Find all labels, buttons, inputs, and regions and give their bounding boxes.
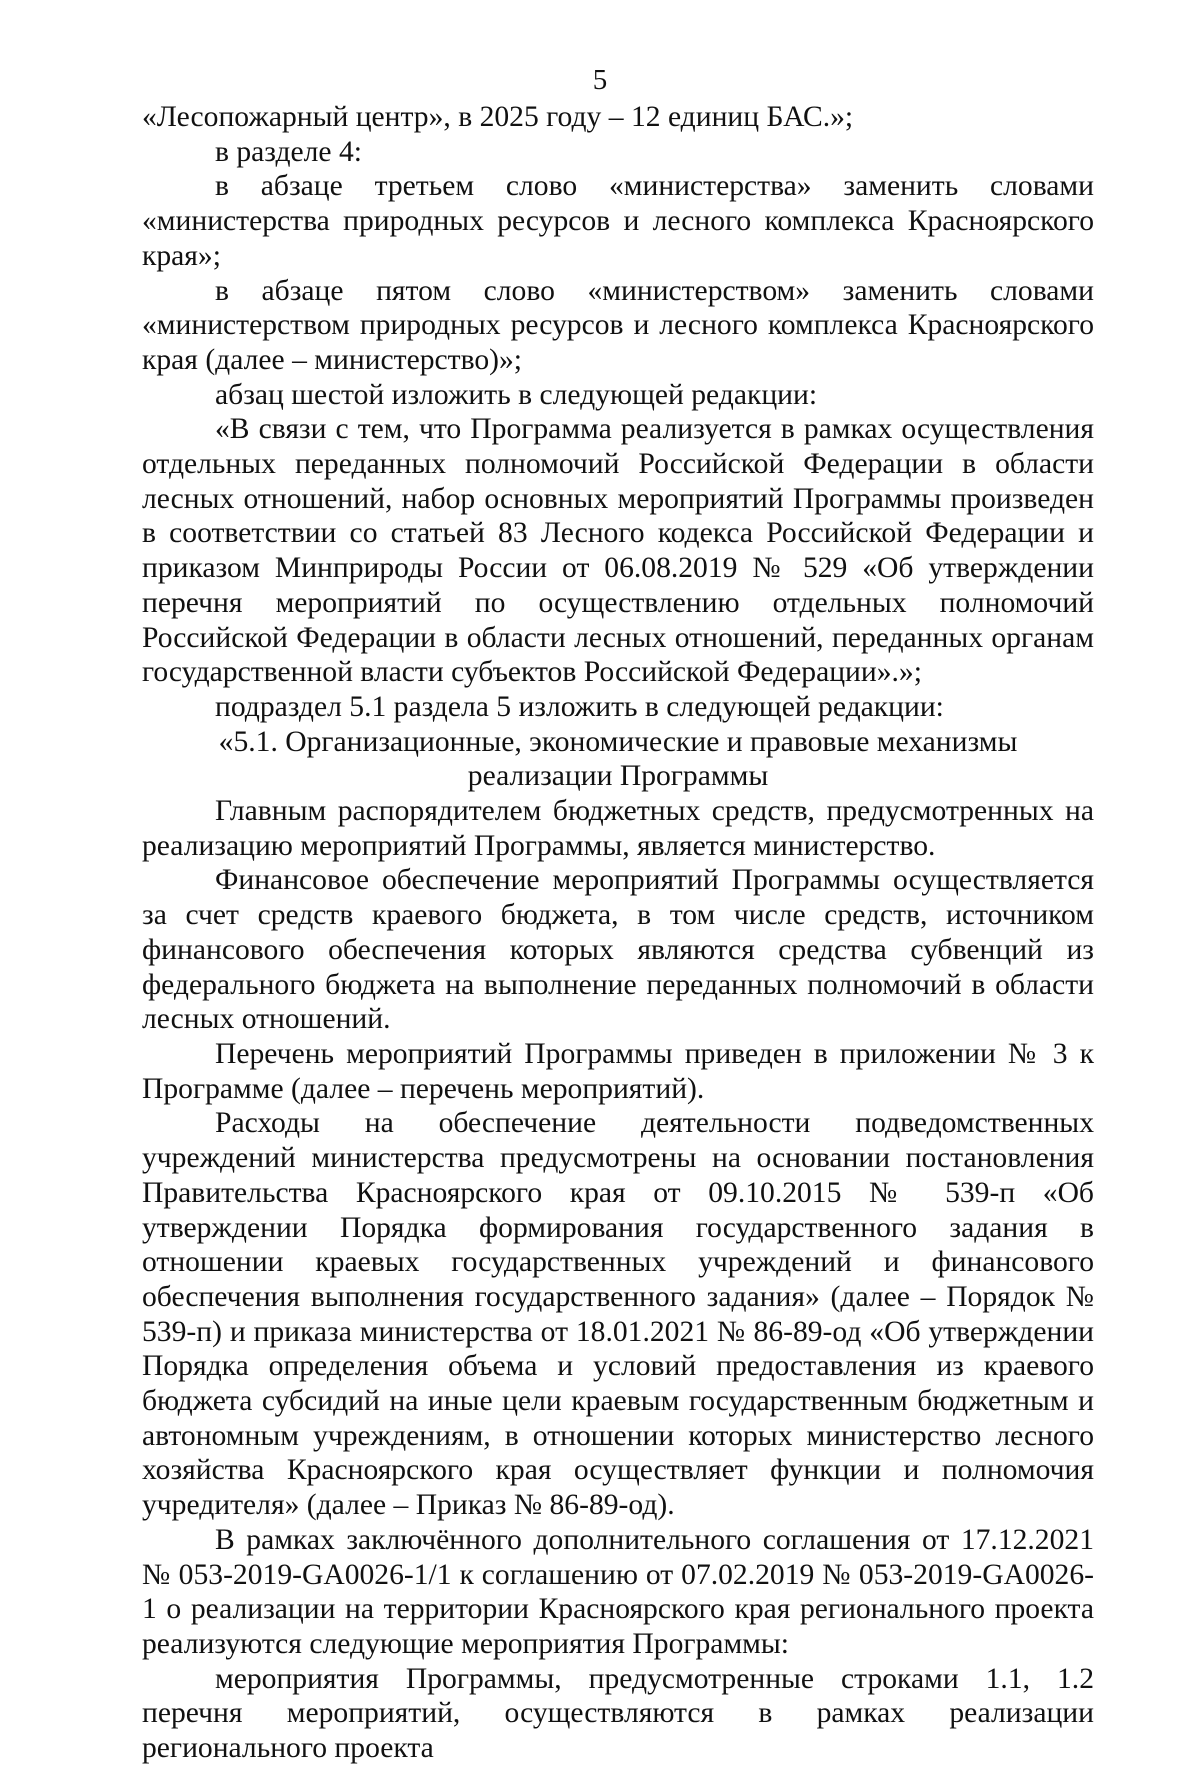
section-heading-line-1: «5.1. Организационные, экономические и правовые механизмы <box>218 725 1018 758</box>
page-number: 5 <box>592 64 608 96</box>
paragraph: подраздел 5.1 раздела 5 изложить в следующей редакции: <box>215 690 944 723</box>
section-heading-line-2: реализации Программы <box>467 760 769 793</box>
paragraph: «В связи с тем, что Программа реализуется в рамках осуществления отдельных переданных полномочий Российской Федерации в области лесных отношений, набор основных мероприятий Программы произведен в соответствии со статьей 83 Лесного кодекса Российской Федерации и приказом Минприроды России от 06.08.2019 № 529 «Об утверждении перечня мероприятий по осуществлению отдельных полномочий Российской Федерации в области лесных отношений, переданных органам государственной власти субъектов Российской Федерации».»; <box>142 413 1094 689</box>
paragraph: в абзаце третьем слово «министерства» заменить словами «министерства природных ресурсов и лесного комплекса Красноярского края»; <box>142 170 1094 272</box>
paragraph: мероприятия Программы, предусмотренные строками 1.1, 1.2 перечня мероприятий, осуществляются в рамках реализации регионального проекта <box>142 1662 1094 1765</box>
paragraph: абзац шестой изложить в следующей редакции: <box>215 378 818 411</box>
paragraph: Расходы на обеспечение деятельности подведомственных учреждений министерства предусмотрены на основании постановления Правительства Красноярского края от 09.10.2015 № 539-п «Об утверждении Порядка формирования государственного задания в отношении краевых государственных учреждений и финансового обеспечения выполнения государственного задания» (далее – Порядок № 539-п) и приказа министерства от 18.01.2021 № 86-89-од «Об утверждении Порядка определения объема и условий предоставления из краевого бюджета субсидий на иные цели краевым государственным бюджетным и автономным учреждениям, в отношении которых министерство лесного хозяйства Красноярского края осуществляет функции и полномочия учредителя» (далее – Приказ № 86-89-од). <box>142 1107 1094 1522</box>
document-body <box>142 100 1094 1766</box>
paragraph: «Лесопожарный центр», в 2025 году – 12 единиц БАС.»; <box>142 101 854 133</box>
paragraph: в абзаце пятом слово «министерством» заменить словами «министерством природных ресурсов и лесного комплекса Красноярского края (далее – министерство)»; <box>142 274 1094 376</box>
paragraph: Главным распорядителем бюджетных средств, предусмотренных на реализацию мероприятий Программы, является министерство. <box>142 795 1094 862</box>
paragraph: В рамках заключённого дополнительного соглашения от 17.12.2021 № 053-2019-GA0026-1/1 к соглашению от 07.02.2019 № 053-2019-GA0026-1 о реализации на территории Красноярского края регионального проекта реализуются следующие мероприятия Программы: <box>142 1523 1094 1660</box>
paragraph: в разделе 4: <box>215 135 362 168</box>
paragraph: Перечень мероприятий Программы приведен в приложении № 3 к Программе (далее – перечень мероприятий). <box>142 1037 1094 1105</box>
paragraph: Финансовое обеспечение мероприятий Программы осуществляется за счет средств краевого бюджета, в том числе средств, источником финансового обеспечения которых являются средства субвенций из федерального бюджета на выполнение переданных полномочий в области лесных отношений. <box>142 864 1094 1036</box>
